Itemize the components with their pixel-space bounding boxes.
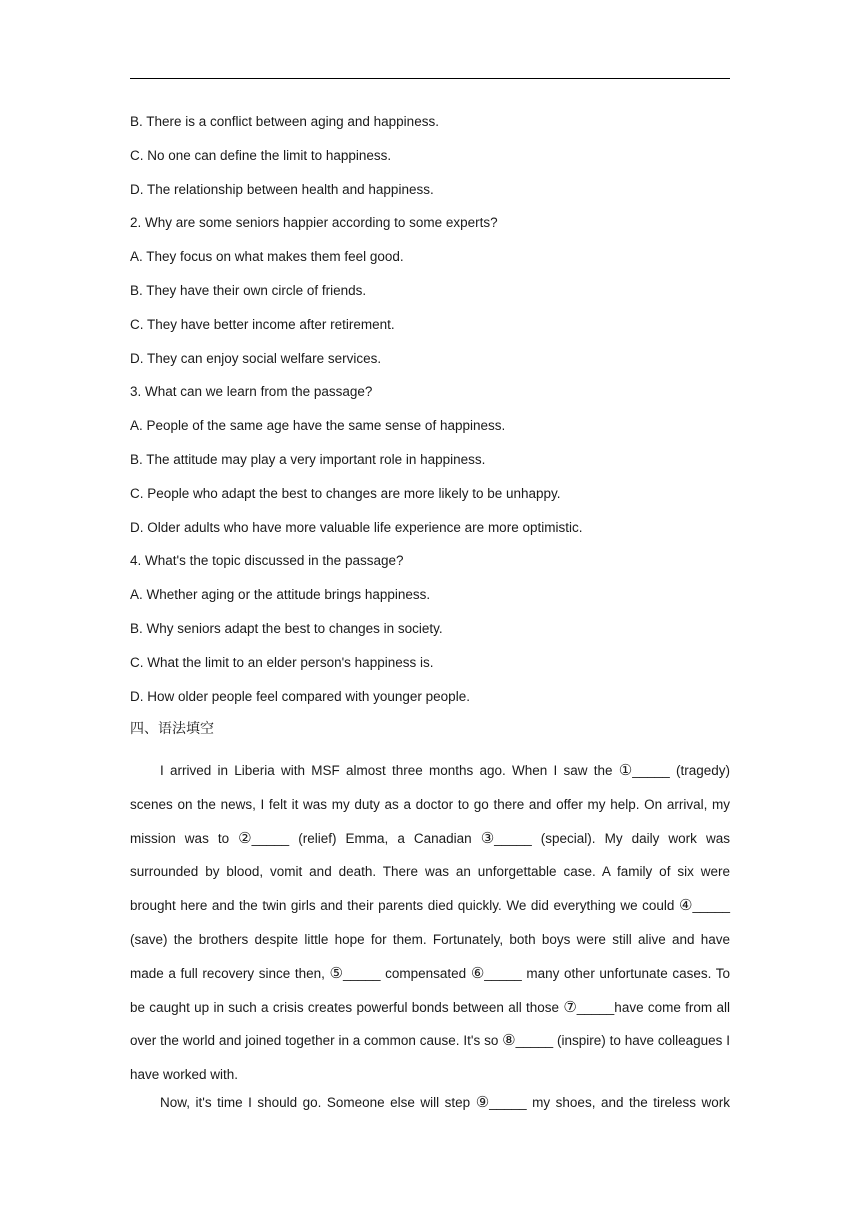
blank-number-5: ⑤: [329, 963, 343, 982]
blank-number-1: ①: [618, 761, 633, 779]
option-a-q3: A. People of the same age have the same sense of happiness.: [130, 418, 506, 433]
option-c-q2: C. They have better income after retirement.: [130, 317, 395, 332]
passage-text: _____ (save) the brothers despite little hope for them. Fortunately, both boys were still alive and have made a full recovery since then,: [130, 898, 730, 981]
passage-text: Now, it's time I should go. Someone else will step: [160, 1095, 476, 1110]
option-b-q3: B. The attitude may play a very important role in happiness.: [130, 452, 486, 467]
option-c-q3: C. People who adapt the best to changes are more likely to be unhappy.: [130, 486, 561, 501]
option-c-q1: C. No one can define the limit to happiness.: [130, 148, 392, 163]
question-3: 3. What can we learn from the passage?: [130, 384, 373, 399]
passage-text: _____have come from all over the world and joined together in a common cause. It's so: [130, 999, 730, 1049]
question-4: 4. What's the topic discussed in the passage?: [130, 553, 404, 568]
blank-number-9: ⑨: [475, 1093, 490, 1111]
blank-number-7: ⑦: [563, 997, 577, 1016]
passage-text: _____ (tragedy) scenes on the news, I felt it was my duty as a doctor to go there and offer my help. On arrival, my mission was to: [130, 763, 731, 846]
blank-number-6: ⑥: [470, 963, 485, 982]
option-b-q4: B. Why seniors adapt the best to changes in society.: [130, 621, 443, 636]
passage-text: _____ compensated: [342, 965, 471, 981]
blank-number-2: ②: [238, 828, 252, 847]
section-title: 四、语法填空: [130, 721, 214, 737]
option-d-q1: D. The relationship between health and happiness.: [130, 182, 434, 197]
option-a-q4: A. Whether aging or the attitude brings happiness.: [130, 587, 431, 602]
passage-text: _____ (relief) Emma, a Canadian: [251, 830, 481, 846]
blank-number-4: ④: [679, 896, 693, 915]
passage-paragraph-1: [130, 754, 730, 1092]
option-d-q3: D. Older adults who have more valuable life experience are more optimistic.: [130, 520, 583, 535]
question-2: 2. Why are some seniors happier according to some experts?: [130, 215, 498, 230]
option-a-q2: A. They focus on what makes them feel good.: [130, 249, 404, 264]
option-b-q2: B. They have their own circle of friends.: [130, 283, 367, 298]
passage-text: _____ many other unfortunate cases. To be caught up in such a crisis creates powerful bonds between all those: [130, 965, 730, 1015]
option-c-q4: C. What the limit to an elder person's happiness is.: [130, 655, 434, 670]
passage-paragraph-2: [130, 1092, 730, 1113]
blank-number-3: ③: [480, 828, 495, 847]
passage-text: _____ (inspire) to have colleagues I have worked with.: [130, 1033, 730, 1083]
option-b-q1: B. There is a conflict between aging and happiness.: [130, 114, 439, 129]
option-d-q2: D. They can enjoy social welfare services.: [130, 351, 382, 366]
option-d-q4: D. How older people feel compared with younger people.: [130, 689, 470, 704]
blank-number-8: ⑧: [502, 1031, 516, 1050]
passage-text: _____ (special). My daily work was surrounded by blood, vomit and death. There was an unforgettable case. A family of six were brought here and the twin girls and their parents died quickly. We did everything we could: [130, 830, 730, 914]
passage-text: I arrived in Liberia with MSF almost three months ago. When I saw the: [160, 763, 619, 778]
passage-text: _____ my shoes, and the tireless work: [489, 1095, 730, 1110]
header-rule: [130, 78, 730, 79]
